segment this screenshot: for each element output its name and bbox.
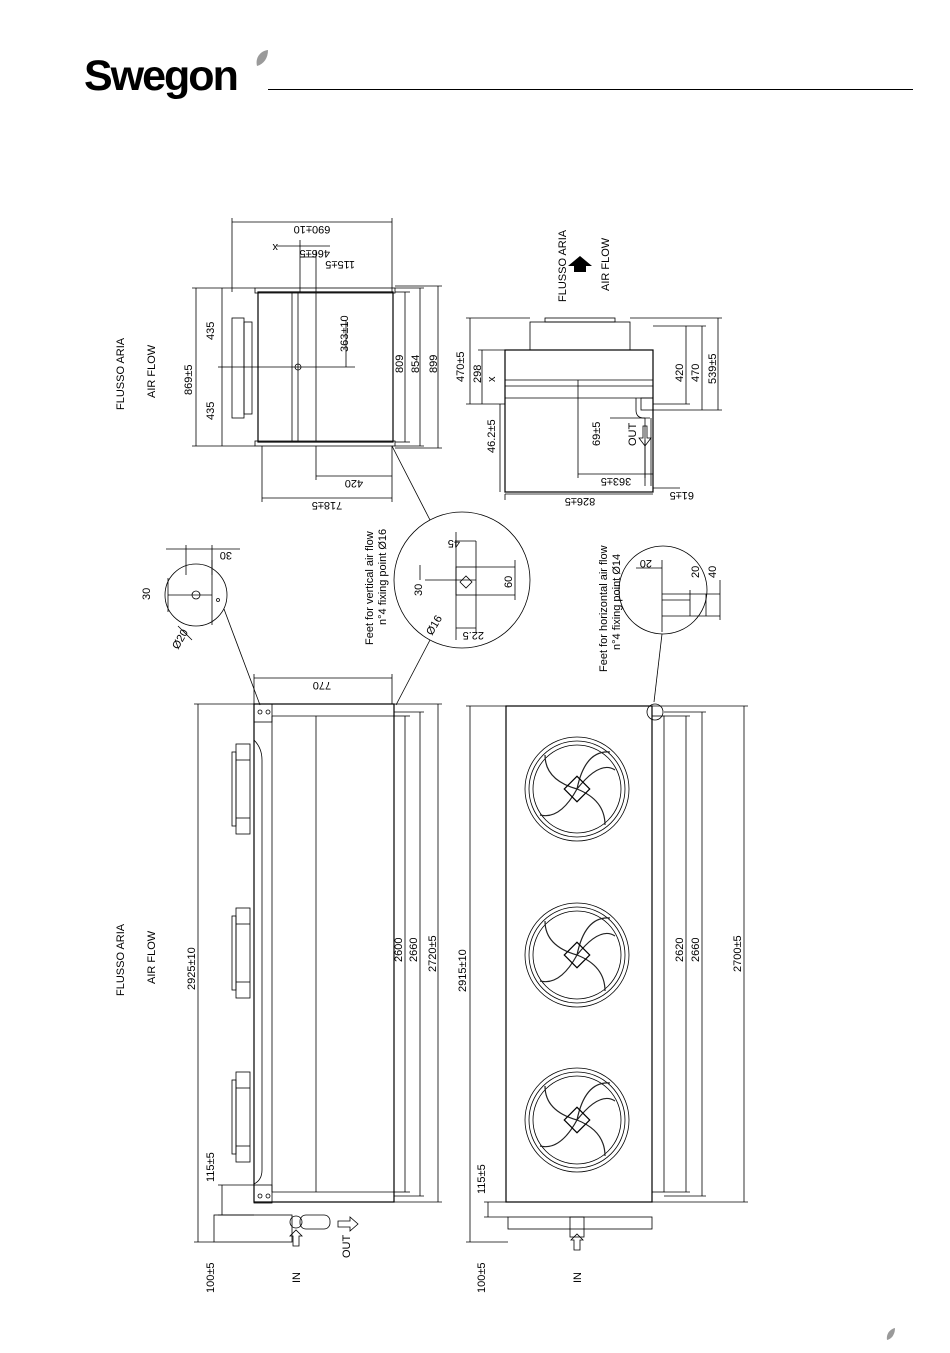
dim-20-b: 20 — [639, 557, 652, 569]
airflow-label-it-1: FLUSSO ARIA — [115, 337, 127, 410]
dim-2720: 2720±5 — [427, 935, 439, 972]
brand-logo: Swegon — [84, 52, 237, 100]
dim-2925: 2925±10 — [186, 947, 198, 990]
out-label-left: OUT — [341, 1234, 353, 1258]
dim-x-right: x — [486, 376, 498, 382]
airflow-label-en-1: AIR FLOW — [146, 344, 158, 398]
dim-60: 60 — [503, 575, 515, 588]
dim-854: 854 — [410, 354, 422, 373]
airflow-label-it-2: FLUSSO ARIA — [557, 229, 569, 302]
dim-770: 770 — [312, 679, 332, 691]
dim-470-b: 470 — [690, 363, 702, 382]
dim-20-c: 20 — [690, 565, 702, 578]
dim-2660-b: 2660 — [690, 937, 702, 962]
dim-435-b: 435 — [205, 401, 217, 420]
dim-115-b: 115±5 — [205, 1152, 217, 1182]
dim-2700: 2700±5 — [732, 935, 744, 972]
bottom-right-view — [466, 704, 748, 1250]
dim-2620: 2620 — [674, 937, 686, 962]
out-label-right: OUT — [627, 422, 639, 446]
dim-2660-a: 2660 — [408, 937, 420, 962]
dim-869: 869±5 — [183, 364, 195, 395]
dim-298: 298 — [472, 364, 484, 383]
detail-small-vertical — [165, 545, 260, 705]
dim-466: 466±5 — [299, 247, 330, 259]
detail-large-vertical — [392, 446, 530, 705]
dim-115-top: 115±5 — [325, 258, 355, 270]
dim-x-top: x — [272, 241, 278, 253]
dim-100-a: 100±5 — [205, 1262, 217, 1293]
dim-22-5: 22.5 — [462, 629, 484, 641]
dim-718: 718±5 — [311, 499, 343, 511]
detail-horizontal — [619, 546, 720, 702]
dim-d16: Ø16 — [424, 613, 445, 638]
motor-1 — [232, 744, 250, 834]
dim-2915: 2915±10 — [457, 949, 469, 992]
feet-vertical-line1: Feet for vertical air flow — [364, 531, 376, 645]
dim-539: 539±5 — [707, 353, 719, 384]
dim-420-b: 420 — [674, 363, 686, 382]
dim-420-a: 420 — [344, 477, 364, 489]
airflow-label-en-2: AIR FLOW — [600, 237, 612, 291]
dim-899: 899 — [428, 354, 440, 373]
in-label-right: IN — [572, 1272, 584, 1283]
dim-69: 69±5 — [591, 421, 603, 446]
airflow-label-it-3: FLUSSO ARIA — [115, 923, 127, 996]
fan-2 — [525, 903, 629, 1007]
motor-2 — [232, 908, 250, 998]
dim-30-a: 30 — [141, 587, 153, 600]
dim-61: 61±5 — [669, 489, 694, 501]
dim-100-b: 100±5 — [476, 1262, 488, 1293]
dim-2600: 2600 — [393, 937, 405, 962]
fan-3 — [525, 1068, 629, 1172]
dim-45: 45 — [447, 537, 460, 549]
dim-435-a: 435 — [205, 321, 217, 340]
dim-363-a: 363±10 — [339, 315, 351, 352]
dim-115-c: 115±5 — [476, 1164, 488, 1194]
in-label-left: IN — [291, 1272, 303, 1283]
dim-46: 46.2±5 — [486, 419, 498, 453]
fan-1 — [525, 737, 629, 841]
feet-vertical-line2: n°4 fixing point Ø16 — [377, 528, 389, 625]
feet-horizontal-line2: n°4 fixing point Ø14 — [611, 553, 623, 650]
footer-leaf-icon — [886, 1327, 896, 1341]
dim-470-a: 470±5 — [455, 351, 467, 382]
dim-d20: Ø20 — [170, 627, 191, 652]
motor-3 — [232, 1072, 250, 1162]
dim-363-b: 363±5 — [600, 475, 632, 487]
airflow-label-en-3: AIR FLOW — [146, 930, 158, 984]
dim-826: 826±5 — [564, 495, 596, 507]
dim-809: 809 — [394, 354, 406, 373]
dim-30-c: 30 — [413, 583, 425, 596]
dim-40: 40 — [707, 565, 719, 578]
dim-30-b: 30 — [219, 549, 232, 561]
feet-horizontal-line1: Feet for horizontal air flow — [598, 545, 610, 672]
dim-690: 690±10 — [293, 223, 331, 235]
